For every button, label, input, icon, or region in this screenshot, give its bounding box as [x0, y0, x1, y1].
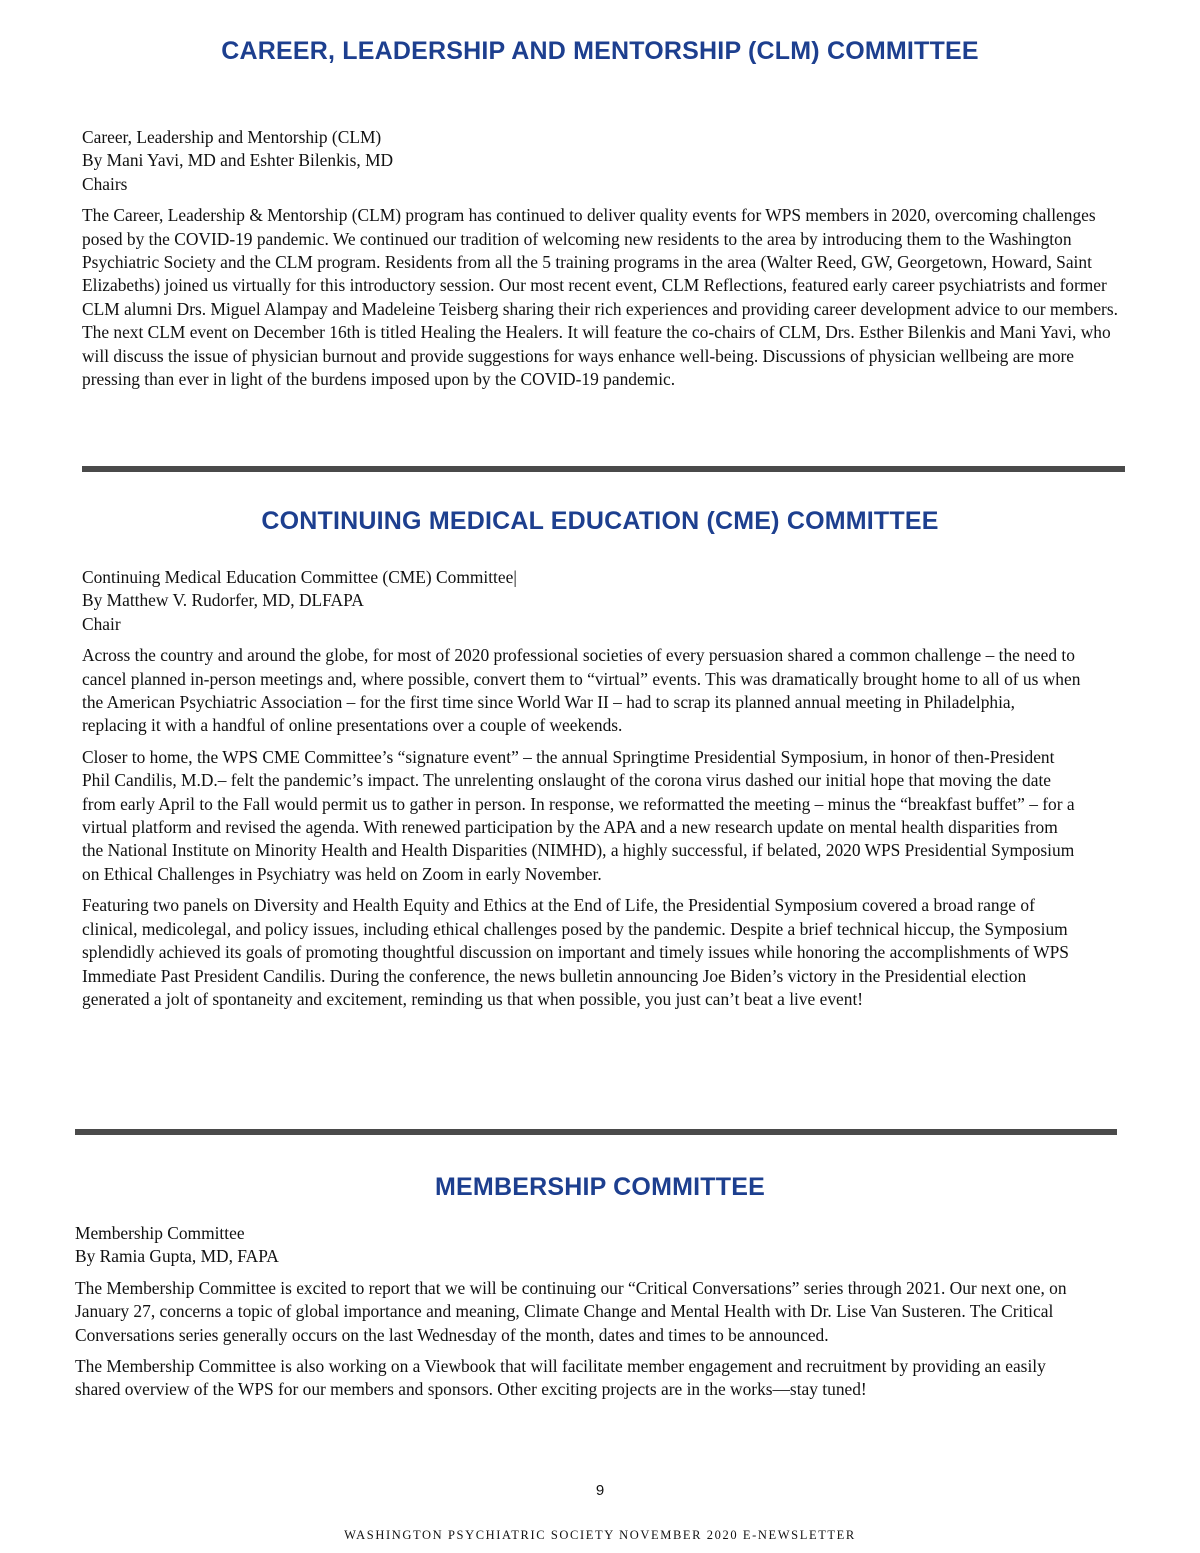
clm-byline	[82, 126, 1132, 196]
cme-paragraph: Featuring two panels on Diversity and Health Equity and Ethics at the End of Life, the Presidential Symposium covered a broad range of clinical, medicolegal, and policy issues, including ethical challenges posed by the pandemic. Despite a brief technical hiccup, the Symposium splendidly achieved its goals of promoting thoughtful discussion on important and timely issues while honoring the accomplishments of WPS Immediate Past President Candilis. During the conference, the news bulletin announcing Joe Biden’s victory in the Presidential election generated a jolt of spontaneity and excitement, reminding us that when possible, you just can’t beat a live event!	[82, 895, 1069, 1009]
clm-section	[82, 126, 1132, 399]
cme-byline	[82, 566, 1082, 636]
cme-byline-title: Continuing Medical Education Committee (CME) Committee|	[82, 567, 517, 587]
clm-paragraph: The Career, Leadership & Mentorship (CLM) program has continued to deliver quality events for WPS members in 2020, overcoming challenges posed by the COVID-19 pandemic. We continued our tradition of welcoming new residents to the area by introducing them to the Washington Psychiatric Society and the CLM program. Residents from all the 5 training programs in the area (Walter Reed, GW, Georgetown, Howard, Saint Elizabeths) joined us virtually for this introductory session. Our most recent event, CLM Reflections, featured early career psychiatrists and former CLM alumni Drs. Miguel Alampay and Madeleine Teisberg sharing their rich experiences and providing career development advice to our members. The next CLM event on December 16th is titled Healing the Healers. It will feature the co-chairs of CLM, Drs. Esther Bilenkis and Mani Yavi, who will discuss the issue of physician burnout and provide suggestions for ways enhance well-being. Discussions of physician wellbeing are more pressing than ever in light of the burdens imposed upon by the COVID-19 pandemic.	[82, 205, 1118, 390]
cme-section	[82, 566, 1082, 1019]
cme-byline-authors: By Matthew V. Rudorfer, MD, DLFAPA	[82, 590, 364, 611]
membership-byline-title: Membership Committee	[75, 1223, 245, 1243]
clm-byline-role: Chairs	[82, 173, 128, 194]
cme-paragraph: Across the country and around the globe, for most of 2020 professional societies of every persuasion shared a common challenge – the need to cancel planned in-person meetings and, where possible, convert them to “virtual” events. This was dramatically brought home to all of us when the American Psychiatric Association – for the first time since World War II – had to scrap its planned annual meeting in Philadelphia, replacing it with a handful of online presentations over a couple of weekends.	[82, 645, 1081, 736]
clm-heading: CAREER, LEADERSHIP AND MENTORSHIP (CLM) COMMITTEE	[221, 37, 979, 65]
membership-paragraph: The Membership Committee is also working on a Viewbook that will facilitate member engagement and recruitment by providing an easily shared overview of the WPS for our members and sponsors. Other exciting projects are in the works—stay tuned!	[75, 1356, 1046, 1400]
membership-byline-authors: By Ramia Gupta, MD, FAPA	[75, 1246, 279, 1267]
cme-byline-role: Chair	[82, 613, 121, 634]
clm-byline-authors: By Mani Yavi, MD and Eshter Bilenkis, MD	[82, 150, 394, 171]
membership-heading: MEMBERSHIP COMMITTEE	[435, 1173, 765, 1201]
membership-paragraph: The Membership Committee is excited to report that we will be continuing our “Critical Conversations” series through 2021. Our next one, on January 27, concerns a topic of global importance and meaning, Climate Change and Mental Health with Dr. Lise Van Susteren. The Critical Conversations series generally occurs on the last Wednesday of the month, dates and times to be announced.	[75, 1277, 1067, 1345]
section-divider	[75, 1129, 1117, 1135]
cme-heading: CONTINUING MEDICAL EDUCATION (CME) COMMITTEE	[261, 507, 939, 535]
membership-section	[75, 1222, 1080, 1410]
newsletter-footer: WASHINGTON PSYCHIATRIC SOCIETY NOVEMBER 2020 E-NEWSLETTER	[344, 1528, 856, 1542]
cme-paragraph: Closer to home, the WPS CME Committee’s “signature event” – the annual Springtime Presidential Symposium, in honor of then-President Phil Candilis, M.D.– felt the pandemic’s impact. The unrelenting onslaught of the corona virus dashed our initial hope that moving the date from early April to the Fall would permit us to gather in person. In response, we reformatted the meeting – minus the “breakfast buffet” – for a virtual platform and revised the agenda. With renewed participation by the APA and a new research update on mental health disparities from the National Institute on Minority Health and Health Disparities (NIMHD), a highly successful, if belated, 2020 WPS Presidential Symposium on Ethical Challenges in Psychiatry was held on Zoom in early November.	[82, 746, 1075, 884]
membership-byline	[75, 1222, 1080, 1269]
page-number: 9	[595, 1482, 605, 1499]
clm-byline-title: Career, Leadership and Mentorship (CLM)	[82, 127, 382, 147]
section-divider	[82, 466, 1125, 472]
